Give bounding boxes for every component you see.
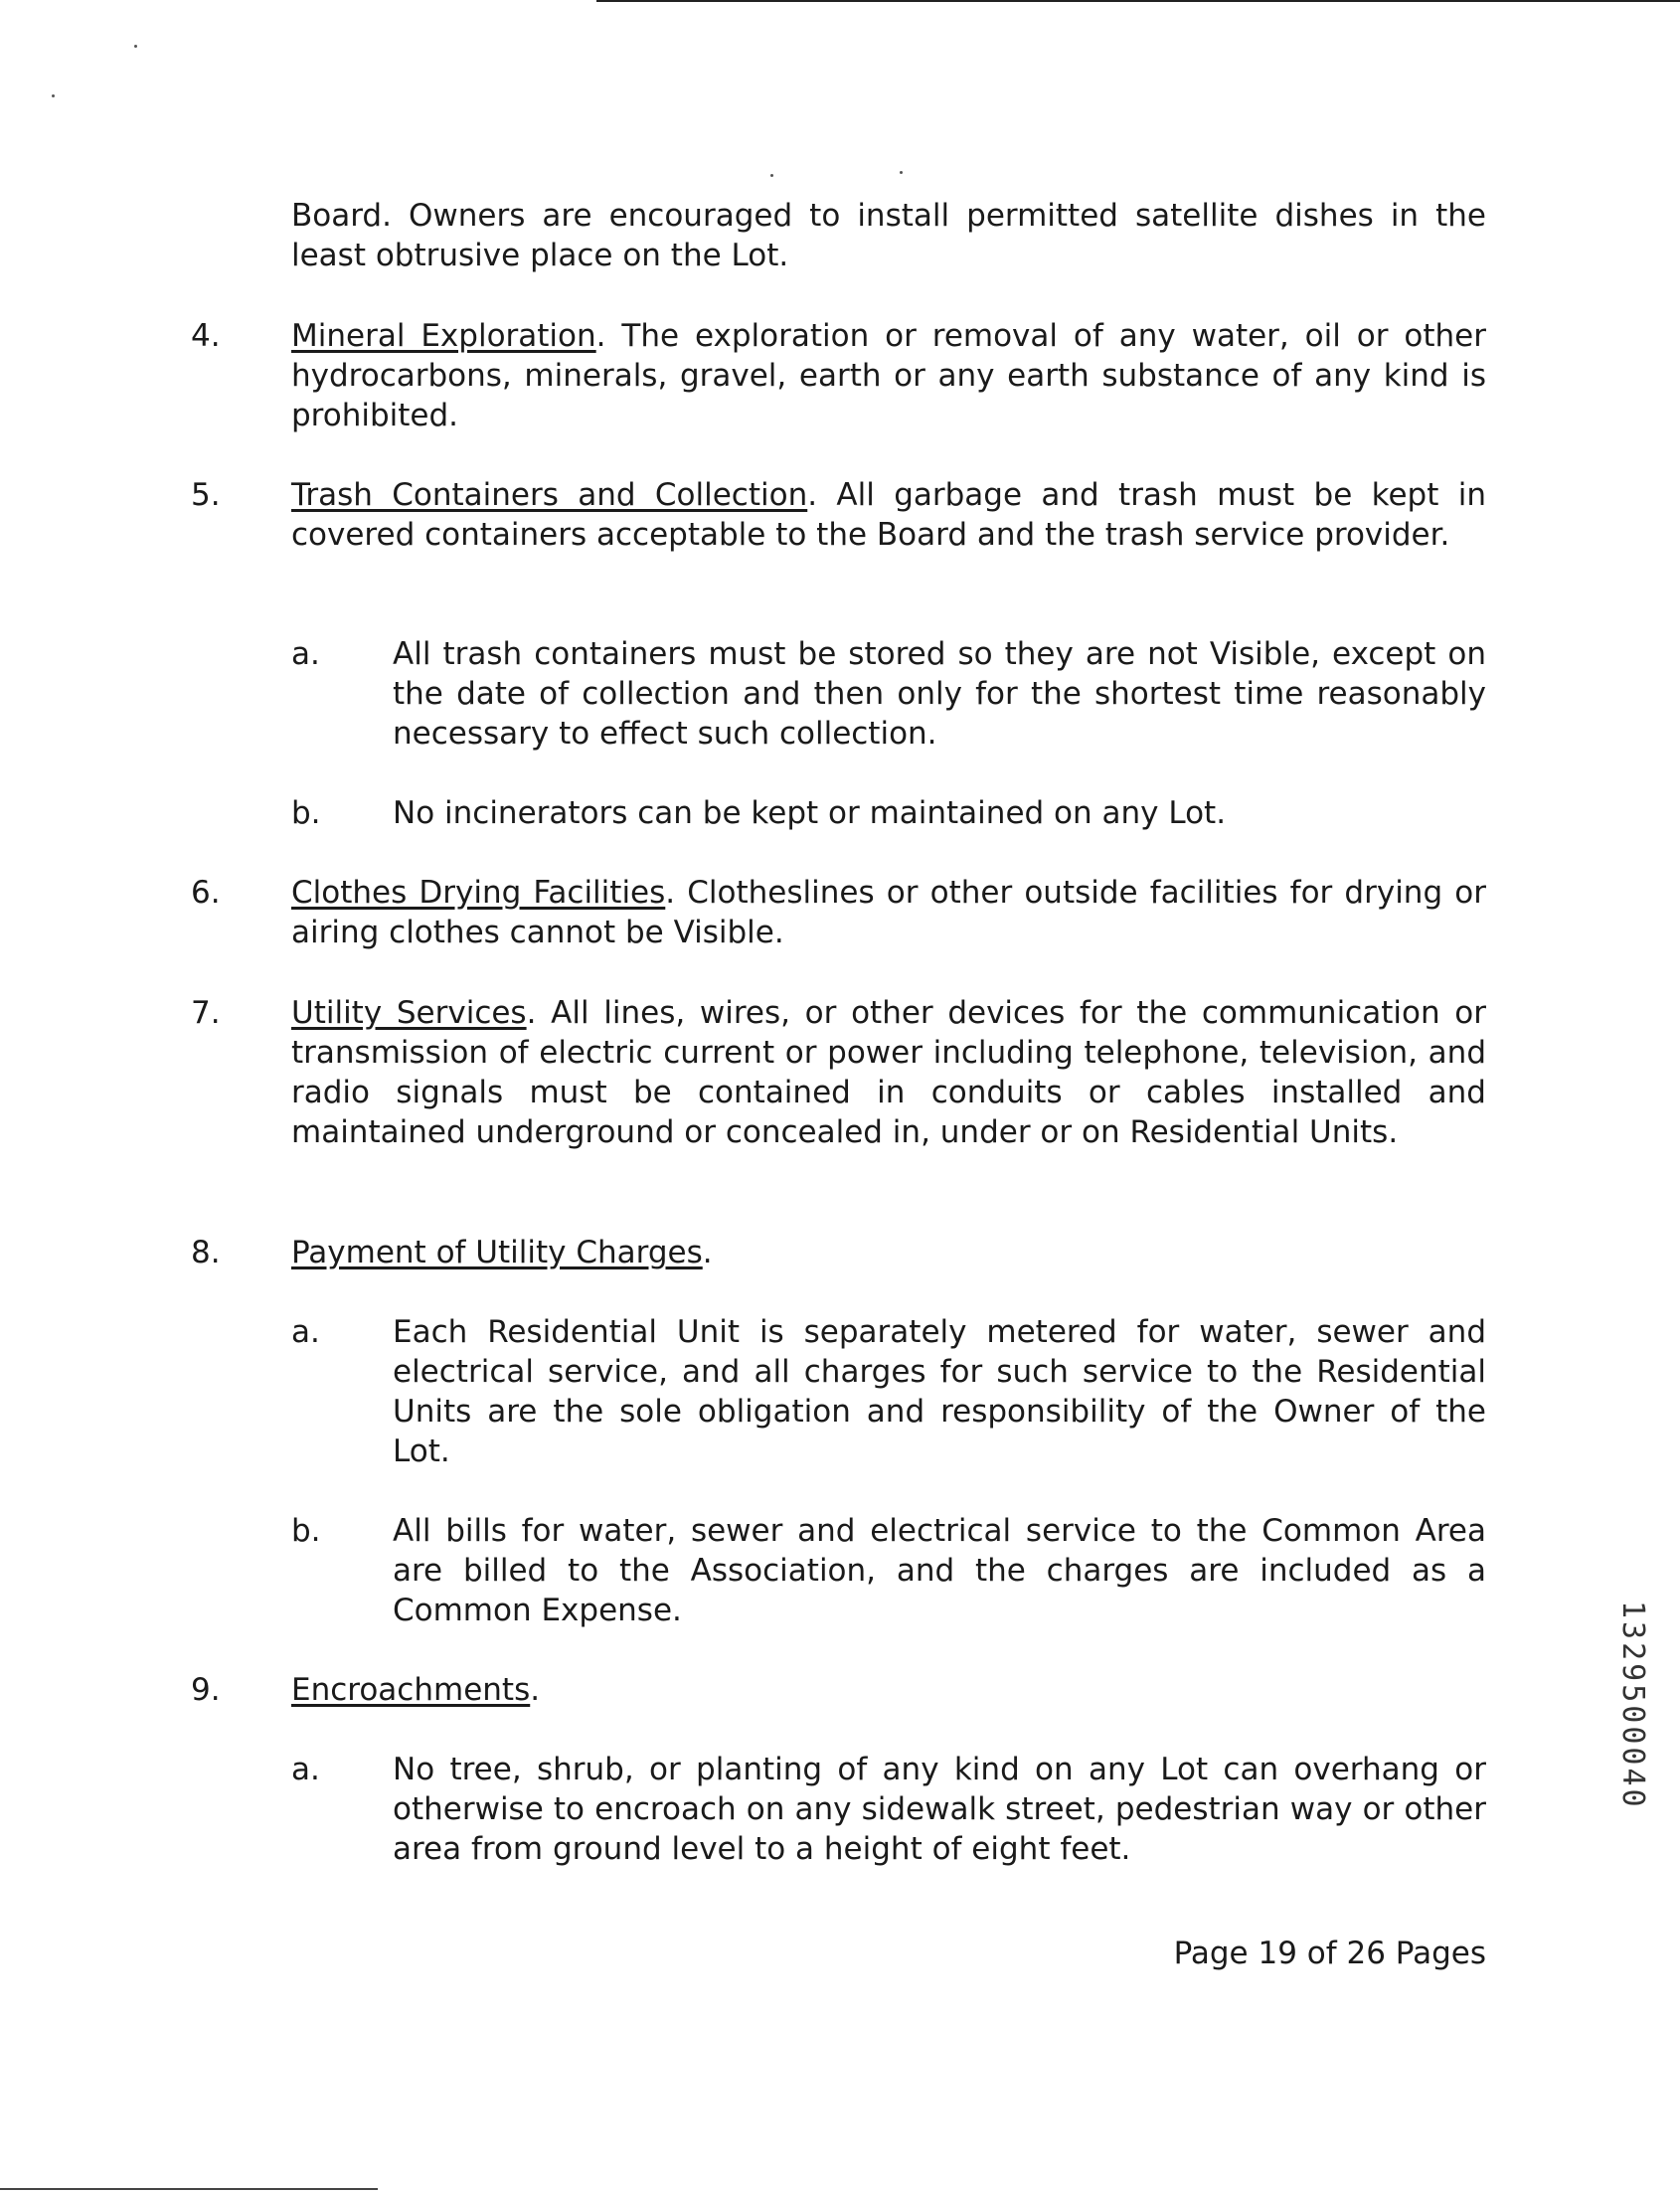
section-text: . Clotheslines or other outside facilities for drying or airing clothes cannot be Visible. — [291, 875, 1486, 950]
subsection-text: No incinerators can be kept or maintained on any Lot. — [393, 795, 1227, 831]
scan-speck — [770, 174, 773, 177]
scan-edge-top — [596, 0, 1680, 2]
section-text: . — [702, 1235, 713, 1270]
section-title: Clothes Drying Facilities — [291, 875, 666, 911]
section-number: 4. — [191, 318, 221, 354]
subsection-letter: b. — [291, 1513, 321, 1549]
section-7 — [291, 993, 1486, 1152]
section-text: . The exploration or removal of any water, oil or other hydrocarbons, minerals, gravel, earth or any earth substance of any kind is prohibited. — [291, 318, 1486, 433]
section-8 — [291, 1233, 1486, 1272]
subsection-text: No tree, shrub, or planting of any kind on any Lot can overhang or otherwise to encroach on any sidewalk street, pedestrian way or other area from ground level to a height of eight feet. — [393, 1752, 1486, 1867]
subsection-5b — [393, 793, 1486, 833]
section-text: . All garbage and trash must be kept in covered containers acceptable to the Board and the trash service provider. — [291, 477, 1486, 553]
section-title: Encroachments — [291, 1672, 531, 1708]
section-title: Trash Containers and Collection — [291, 477, 808, 513]
section-number: 6. — [191, 875, 221, 911]
section-4 — [291, 316, 1486, 435]
recording-number-stamp: 1329500040 — [1615, 1601, 1650, 1810]
subsection-8b — [393, 1511, 1486, 1630]
section-5 — [291, 475, 1486, 555]
scan-edge-bottom — [0, 2188, 378, 2190]
section-text: . — [530, 1672, 541, 1708]
section-6 — [291, 873, 1486, 952]
section-title: Utility Services — [291, 995, 527, 1031]
subsection-letter: a. — [291, 636, 320, 672]
subsection-9a — [393, 1750, 1486, 1869]
section-title: Payment of Utility Charges — [291, 1235, 703, 1270]
section-title: Mineral Exploration — [291, 318, 596, 354]
page-footer: Page 19 of 26 Pages — [1173, 1936, 1486, 1971]
subsection-letter: a. — [291, 1752, 320, 1787]
section-number: 7. — [191, 995, 221, 1031]
subsection-letter: a. — [291, 1314, 320, 1350]
section-9 — [291, 1670, 1486, 1710]
scan-speck — [52, 94, 55, 97]
subsection-5a — [393, 634, 1486, 754]
section-number: 8. — [191, 1235, 221, 1270]
scan-speck — [134, 45, 137, 48]
section-text: . All lines, wires, or other devices for the communication or transmission of electric current or power including telephone, television, and radio signals must be contained in conduits or cables installed and maintained underground or concealed in, under or on Residential Units. — [291, 995, 1486, 1150]
subsection-text: Each Residential Unit is separately metered for water, sewer and electrical service, and all charges for such service to the Residential Units are the sole obligation and responsibility of the Owner of the Lot. — [393, 1314, 1486, 1469]
subsection-text: All bills for water, sewer and electrical service to the Common Area are billed to the Association, and the charges are included as a Common Expense. — [393, 1513, 1486, 1628]
section-number: 9. — [191, 1672, 221, 1708]
intro-paragraph — [291, 196, 1486, 275]
subsection-letter: b. — [291, 795, 321, 831]
intro-text: Board. Owners are encouraged to install permitted satellite dishes in the least obtrusive place on the Lot. — [291, 198, 1486, 273]
subsection-text: All trash containers must be stored so they are not Visible, except on the date of collection and then only for the shortest time reasonably necessary to effect such collection. — [393, 636, 1486, 752]
scan-speck — [900, 171, 903, 174]
section-number: 5. — [191, 477, 221, 513]
subsection-8a — [393, 1312, 1486, 1471]
